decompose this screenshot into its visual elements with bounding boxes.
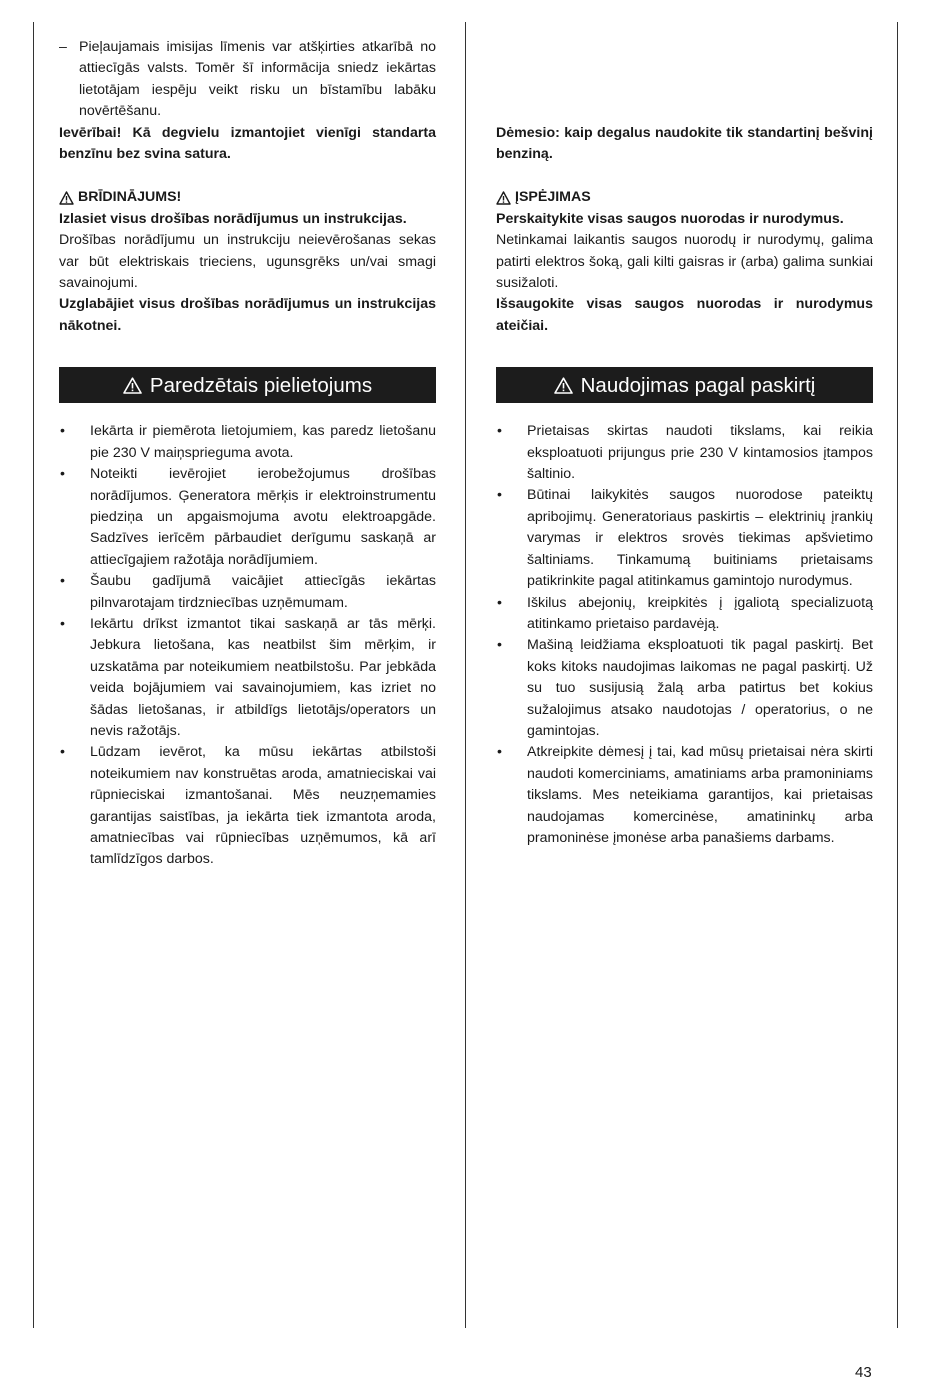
list-item bbox=[59, 571, 436, 614]
list-item-text: Būtinai laikykitės saugos nuorodose pateiktų apribojimų. Generatoriaus paskirtis – elektrinių įrankių varymas ir elektros srovės tiekimas apšvietimo šaltiniams. Tinkamumą buitiniams prietaisams patikrinkite pagal atitinkamus gamintojo nurodymus. bbox=[527, 487, 873, 590]
page-number: 43 bbox=[855, 1364, 872, 1381]
intended-use-list bbox=[59, 421, 436, 871]
warning-triangle-icon bbox=[496, 191, 511, 205]
right-margin-rule bbox=[897, 22, 898, 1328]
bullet-marker: • bbox=[497, 487, 502, 504]
emission-note bbox=[59, 37, 436, 123]
list-item-text: Prietaisas skirtas naudoti tikslams, kai reikia eksploatuoti prijungus prie 230 V kintamosios įtampos šaltinio. bbox=[527, 423, 873, 483]
bullet-marker: • bbox=[60, 615, 65, 632]
bullet-marker: • bbox=[497, 637, 502, 654]
warning-body: Netinkamai laikantis saugos nuorodų ir nurodymų, galima patirti elektros šoką, gali kilti gaisras ir (arba) galima sunkiai susižaloti. bbox=[496, 232, 873, 292]
left-column-latvian bbox=[59, 37, 436, 871]
fuel-note: Ievērībai! Kā degvielu izmantojiet vienīgi standarta benzīnu bez svina satura. bbox=[59, 124, 436, 163]
list-item-text: Noteikti ievērojiet ierobežojumus drošības norādījumos. Ģeneratora mērķis ir elektroinstrumentu piedziņa un apgaismojuma avotu elektroapgāde. Sadzīves ierīcēm pārbaudiet derīgumu saskaņā ar attiecīgajiem ražotāja norādījumiem. bbox=[90, 466, 436, 568]
list-item bbox=[59, 742, 436, 870]
list-item-text: Atkreipkite dėmesį į tai, kad mūsų prietaisai nėra skirti naudoti komerciniams, amatiniams arba pramoniniams tikslams. Mes neteikiama garantijos, kai prietaisas naudojamas komercinėse, amatininkų arba pramoninėse įmonėse arba panašiems darbams. bbox=[527, 744, 873, 846]
warning-read-all: Izlasiet visus drošības norādījumus un instrukcijas. bbox=[59, 210, 407, 227]
list-item bbox=[59, 614, 436, 742]
bullet-marker: • bbox=[60, 573, 65, 590]
list-item-text: Šaubu gadījumā vaicājiet attiecīgās iekārtas pilnvarotajam tirdzniecības uzņēmumam. bbox=[90, 573, 436, 611]
left-margin-rule bbox=[33, 22, 34, 1328]
list-item bbox=[496, 635, 873, 742]
section-heading-text: Naudojimas pagal paskirtį bbox=[580, 373, 816, 397]
warning-title bbox=[496, 187, 873, 208]
warning-title-text: BRĪDINĀJUMS! bbox=[78, 189, 182, 206]
list-item-text: Lūdzam ievērot, ka mūsu iekārtas atbilstoši noteikumiem nav konstruētas aroda, amatnieciskai vai rūpnieciskai izmantošanai. Mēs neuzņemamies garantijas saistības, ja iekārta tiek izmantota aroda, amatniecības vai rūpniecības uzņēmumos, kā arī tamlīdzīgos darbos. bbox=[90, 744, 436, 868]
list-item-text: Mašiną leidžiama eksploatuoti tik pagal paskirtį. Bet koks kitoks naudojimas laikomas ne pagal paskirtį. Už su tuo susijusią žalą arba patirtus bet kokius sužalojimus atsako naudotojas / operatorius, o ne gamintojas. bbox=[527, 637, 873, 739]
list-item bbox=[496, 593, 873, 636]
emission-note-text: Pieļaujamais imisijas līmenis var atšķirties atkarībā no attiecīgās valsts. Tomēr šī informācija sniedz iekārtas lietotājam iespēju veikt risku un bīstamību labāku novērtēšanu. bbox=[79, 39, 436, 120]
section-heading bbox=[59, 367, 436, 403]
warning-title bbox=[59, 187, 436, 208]
bullet-marker: • bbox=[60, 423, 65, 440]
list-item-text: Iškilus abejonių, kreipkitės į įgaliotą specializuotą atitinkamo prietaiso pardavėją. bbox=[527, 594, 873, 632]
bullet-marker: • bbox=[497, 594, 502, 611]
list-item bbox=[496, 421, 873, 485]
list-item bbox=[496, 742, 873, 849]
center-column-rule bbox=[465, 22, 466, 1328]
bullet-marker: • bbox=[60, 744, 65, 761]
dash-marker: – bbox=[59, 39, 67, 55]
list-item bbox=[59, 421, 436, 464]
bullet-marker: • bbox=[497, 744, 502, 761]
bullet-marker: • bbox=[60, 466, 65, 483]
warning-read-all: Perskaitykite visas saugos nuorodas ir nurodymus. bbox=[496, 210, 844, 227]
section-heading-text: Paredzētais pielietojums bbox=[149, 373, 373, 397]
warning-triangle-icon bbox=[59, 191, 74, 205]
warning-body: Drošības norādījumu un instrukciju neievērošanas sekas var būt elektriskais trieciens, ugunsgrēks un/vai smagi savainojumi. bbox=[59, 232, 436, 292]
list-item-text: Iekārta ir piemērota lietojumiem, kas paredz lietošanu pie 230 V maiņsprieguma avota. bbox=[90, 423, 436, 461]
fuel-note: Dėmesio: kaip degalus naudokite tik standartinį bešvinį benziną. bbox=[496, 124, 873, 162]
bullet-marker: • bbox=[497, 423, 502, 440]
warning-triangle-icon bbox=[554, 377, 573, 394]
list-item-text: Iekārtu drīkst izmantot tikai saskaņā ar tās mērķi. Jebkura lietošana, kas neatbilst šim mērķim, ir uzskatāma par noteikumiem neatbilstošu. Par jebkāda veida bojājumiem vai savainojumiem, kas izriet no šādas lietošanas, ir atbildīgs lietotājs/operators un nevis ražotājs. bbox=[90, 615, 436, 739]
list-item bbox=[59, 464, 436, 571]
warning-triangle-icon bbox=[123, 377, 142, 394]
warning-title-text: ĮSPĖJIMAS bbox=[515, 189, 591, 206]
warning-keep: Išsaugokite visas saugos nuorodas ir nurodymus ateičiai. bbox=[496, 296, 873, 334]
warning-keep: Uzglabājiet visus drošības norādījumus un instrukcijas nākotnei. bbox=[59, 296, 436, 334]
right-column-lithuanian bbox=[496, 37, 873, 849]
list-item bbox=[496, 485, 873, 592]
section-heading bbox=[496, 367, 873, 403]
intended-use-list bbox=[496, 421, 873, 849]
